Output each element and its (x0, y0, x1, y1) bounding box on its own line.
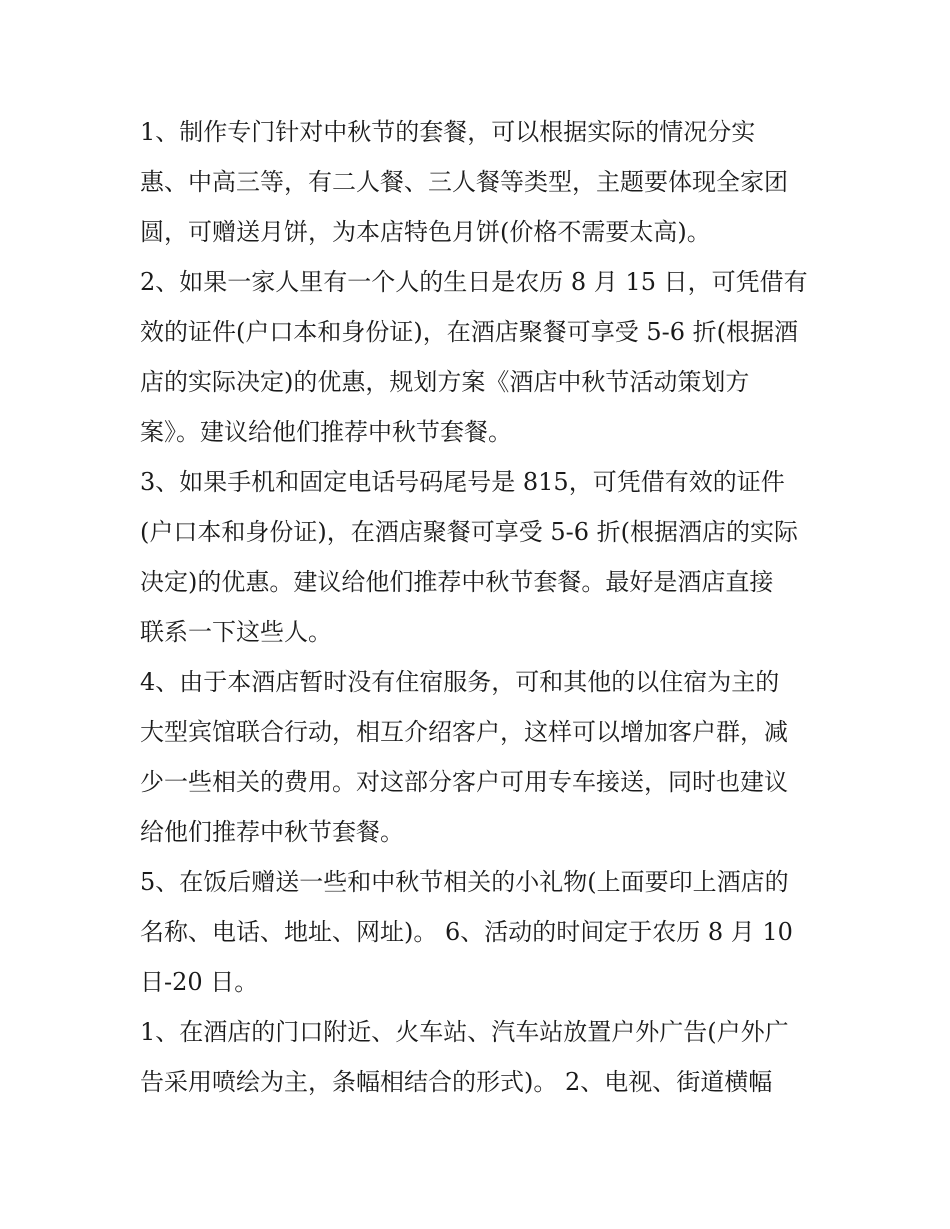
text-line: 大型宾馆联合行动，相互介绍客户，这样可以增加客户群，减 (140, 718, 788, 746)
text-line: 决定)的优惠。建议给他们推荐中秋节套餐。最好是酒店直接 (140, 568, 774, 596)
text-line: 少一些相关的费用。对这部分客户可用专车接送，同时也建议 (140, 768, 788, 796)
text-line: 名称、电话、地址、网址)。 6、活动的时间定于农历 8 月 10 (140, 918, 793, 946)
text-line: 效的证件(户口本和身份证)，在酒店聚餐可享受 5-6 折(根据酒 (140, 318, 798, 346)
text-line: 惠、中高三等，有二人餐、三人餐等类型，主题要体现全家团 (140, 168, 788, 196)
document-body (140, 107, 830, 1107)
text-line: 案》。建议给他们推荐中秋节套餐。 (140, 418, 512, 446)
text-line: 联系一下这些人。 (140, 618, 332, 646)
text-line: 3、如果手机和固定电话号码尾号是 815，可凭借有效的证件 (140, 468, 785, 496)
text-line: (户口本和身份证)，在酒店聚餐可享受 5-6 折(根据酒店的实际 (140, 518, 798, 546)
text-line: 5、在饭后赠送一些和中秋节相关的小礼物(上面要印上酒店的 (140, 868, 789, 896)
text-line: 2、如果一家人里有一个人的生日是农历 8 月 15 日，可凭借有 (140, 268, 808, 296)
text-line: 1、制作专门针对中秋节的套餐，可以根据实际的情况分实 (140, 118, 756, 146)
text-line: 日-20 日。 (140, 968, 259, 996)
text-line: 1、在酒店的门口附近、火车站、汽车站放置户外广告(户外广 (140, 1018, 789, 1046)
text-line: 店的实际决定)的优惠，规划方案《酒店中秋节活动策划方 (140, 368, 750, 396)
text-line: 圆，可赠送月饼，为本店特色月饼(价格不需要太高)。 (140, 218, 711, 246)
text-line: 4、由于本酒店暂时没有住宿服务，可和其他的以住宿为主的 (140, 668, 780, 696)
text-line: 告采用喷绘为主，条幅相结合的形式)。 2、电视、街道横幅 (140, 1068, 773, 1096)
text-line: 给他们推荐中秋节套餐。 (140, 818, 404, 846)
